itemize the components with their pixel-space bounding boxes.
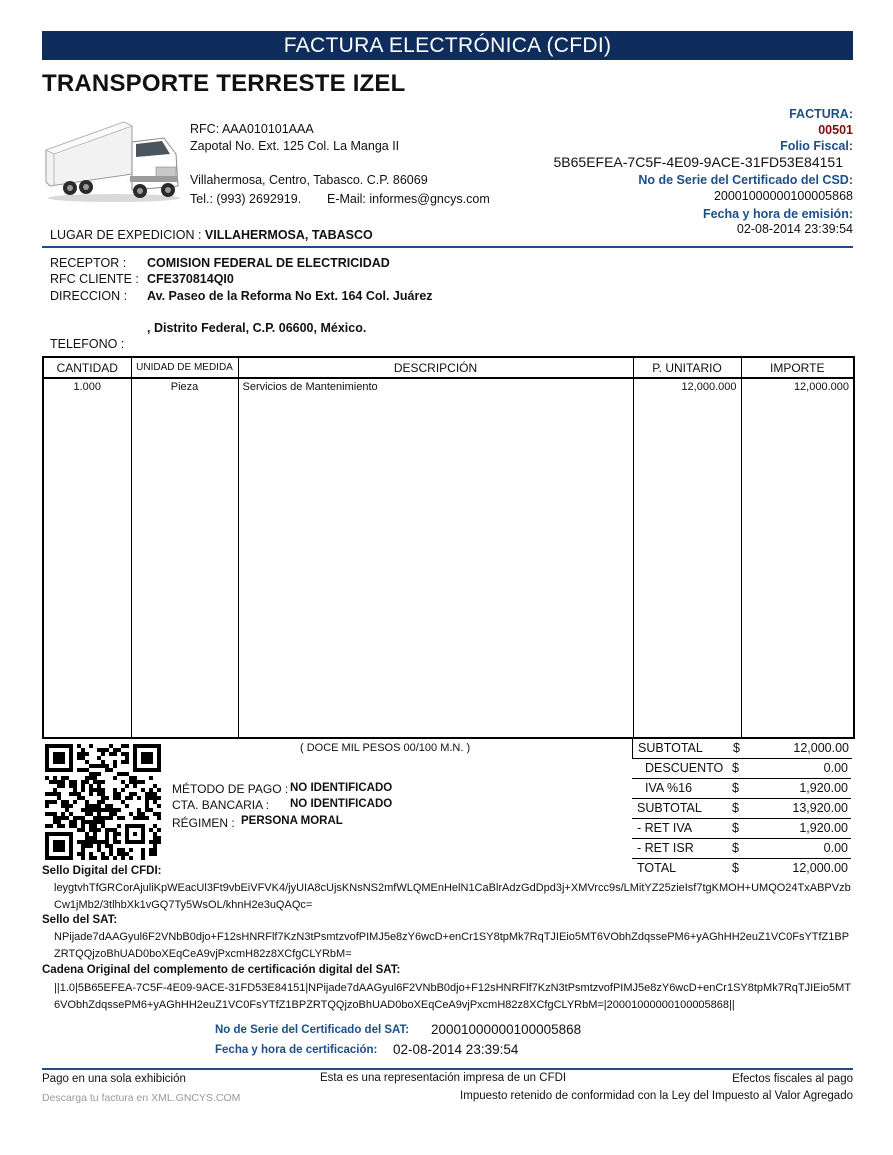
telefono-label: TELEFONO : xyxy=(50,337,125,351)
total-row xyxy=(632,859,851,878)
sello-sat-label: Sello del SAT: xyxy=(42,914,118,926)
currency-sign: $ xyxy=(732,781,739,795)
cell-unidad: Pieza xyxy=(131,378,238,738)
emision-label: Fecha y hora de emisión: xyxy=(702,207,853,221)
footer-right-1: Efectos fiscales al pago xyxy=(732,1073,853,1085)
company-name: TRANSPORTE TERRESTE IZEL xyxy=(42,70,406,97)
table-row xyxy=(43,378,854,738)
total-value: 1,920.00 xyxy=(799,821,848,835)
fecha-certificacion-label: Fecha y hora de certificación: xyxy=(215,1044,378,1056)
total-row xyxy=(632,739,852,759)
rfc-cliente-label: RFC CLIENTE : xyxy=(50,272,139,286)
lugar-value: VILLAHERMOSA, TABASCO xyxy=(204,228,373,242)
metodo-pago-label: MÉTODO DE PAGO : xyxy=(172,782,289,796)
metodo-pago-value: NO IDENTIFICADO xyxy=(290,782,393,794)
regimen-label: RÉGIMEN : xyxy=(172,816,235,830)
items-header-row xyxy=(43,357,854,378)
issuer-rfc: RFC: AAA010101AAA xyxy=(190,122,314,136)
cell-cantidad: 1.000 xyxy=(73,381,102,393)
direccion-label: DIRECCION : xyxy=(50,289,128,303)
factura-number: 00501 xyxy=(818,123,853,137)
serie-sat-label: No de Serie del Certificado del SAT: xyxy=(215,1024,410,1036)
qr-code xyxy=(44,744,162,860)
footer-right-2: Impuesto retenido de conformidad con la Ley del Impuesto al Valor Agregado xyxy=(460,1090,853,1102)
currency-sign: $ xyxy=(732,801,739,815)
column-header: CANTIDAD xyxy=(43,357,131,378)
truck-logo xyxy=(44,112,182,204)
folio-fiscal-value: 5B65EFEA-7C5F-4E09-9ACE-31FD53E84151 xyxy=(553,154,843,170)
csd-label: No de Serie del Certificado del CSD: xyxy=(638,173,853,187)
column-header: UNIDAD DE MEDIDA xyxy=(131,357,238,378)
sello-sat-value: NPijade7dAAGyul6F2VNbB0djo+F12sHNRFlf7KzN3tPsmtzvofPIMJ5e8zY6wcD+enCr1SY8tpMk7RqTJIEio5MT6VObhZdqssePM6+yAGhHH2euZ1VC0FsYTfZ1BPZRTQQjzoBhUAD0boXEqCeA9vjPxcmH82z8XCfgCLYRbM= xyxy=(54,931,850,960)
column-header: IMPORTE xyxy=(741,357,854,378)
sello-cfdi-value: leygtvhTfGRCorAjuliKpWEacUl3Ft9vbEiVFVK4/jyUIA8cUjsKNsNS2mfWLQMEnHelN1CaBlrAdzGdDpd3j+XMVrcc9s/LMitYZ25zieIsf7tgKMOH+UMQO24TxABPVzbCw1jMb2/3tlhbXk1vGQ7Ty5WsOL/khnH2e3uQAQc= xyxy=(54,882,851,911)
cell-descripcion: Servicios de Mantenimiento xyxy=(238,378,633,738)
total-label: TOTAL xyxy=(637,861,677,875)
receptor-value: COMISION FEDERAL DE ELECTRICIDAD xyxy=(147,256,390,270)
footer-left-2: Descarga tu factura en XML.GNCYS.COM xyxy=(42,1092,241,1104)
receptor-label: RECEPTOR : xyxy=(50,256,127,270)
cta-bancaria-value: NO IDENTIFICADO xyxy=(290,798,393,810)
regimen-value: PERSONA MORAL xyxy=(241,815,343,827)
total-label: - RET ISR xyxy=(637,841,694,855)
serie-sat-value: 20001000000100005868 xyxy=(431,1022,582,1037)
total-value: 0.00 xyxy=(823,761,848,775)
total-row xyxy=(632,839,851,859)
cell-importe: 12,000.000 xyxy=(741,378,854,738)
currency-sign: $ xyxy=(732,841,739,855)
total-value: 12,000.00 xyxy=(793,741,849,755)
total-value: 12,000.00 xyxy=(792,861,848,875)
rfc-cliente-value: CFE370814QI0 xyxy=(147,272,234,286)
footer-left-1: Pago en una sola exhibición xyxy=(42,1073,186,1085)
total-label: DESCUENTO xyxy=(645,761,724,775)
cadena-original-label: Cadena Original del complemento de certificación digital del SAT: xyxy=(42,964,401,976)
currency-sign: $ xyxy=(733,741,740,755)
cell-p-unitario: 12,000.000 xyxy=(633,378,741,738)
direccion-value-2: , Distrito Federal, C.P. 06600, México. xyxy=(147,321,367,335)
csd-value: 20001000000100005868 xyxy=(713,189,853,203)
total-value: 1,920.00 xyxy=(799,781,848,795)
column-header: DESCRIPCIÓN xyxy=(238,357,633,378)
currency-sign: $ xyxy=(732,761,739,775)
total-label: SUBTOTAL xyxy=(638,741,703,755)
total-label: SUBTOTAL xyxy=(637,801,702,815)
total-label: IVA %16 xyxy=(645,781,693,795)
direccion-value: Av. Paseo de la Reforma No Ext. 164 Col. Juárez xyxy=(147,289,433,303)
amount-in-words: ( DOCE MIL PESOS 00/100 M.N. ) xyxy=(300,742,471,754)
factura-label: FACTURA: xyxy=(789,107,853,121)
items-table xyxy=(42,356,855,739)
total-row xyxy=(632,779,851,799)
total-row xyxy=(632,819,851,839)
footer-center: Esta es una representación impresa de un CFDI xyxy=(320,1072,567,1084)
folio-fiscal-label: Folio Fiscal: xyxy=(780,139,853,153)
total-label: - RET IVA xyxy=(637,821,693,835)
document-banner: FACTURA ELECTRÓNICA (CFDI) xyxy=(42,31,853,60)
cadena-original-value: ||1.0|5B65EFEA-7C5F-4E09-9ACE-31FD53E84151|NPijade7dAAGyul6F2VNbB0djo+F12sHNRFlf7KzN3tPsmtzvofPIMJ5e8zY6wcD+enCr1SY8tpMk7RqTJIEio5MT6VObhZdqssePM6+yAGhHH2euZ1VC0FsYTfZ1BPZRTQQjzoBhUAD0boXEqCeA9vjPxcmH82z8XCfgCLYRbM=|20001000000100005868|| xyxy=(54,982,852,1011)
issuer-address-1: Zapotal No. Ext. 125 Col. La Manga II xyxy=(190,139,400,153)
sello-cfdi-label: Sello Digital del CFDI: xyxy=(42,865,162,877)
fecha-certificacion-value: 02-08-2014 23:39:54 xyxy=(393,1042,519,1057)
currency-sign: $ xyxy=(732,821,739,835)
issuer-email: E-Mail: informes@gncys.com xyxy=(327,192,490,206)
currency-sign: $ xyxy=(732,861,739,875)
emision-value: 02-08-2014 23:39:54 xyxy=(736,222,853,236)
total-value: 0.00 xyxy=(823,841,848,855)
lugar-expedicion xyxy=(50,228,373,242)
cta-bancaria-label: CTA. BANCARIA : xyxy=(172,798,270,812)
column-header: P. UNITARIO xyxy=(633,357,741,378)
issuer-address-2: Villahermosa, Centro, Tabasco. C.P. 86069 xyxy=(190,173,428,187)
footer-divider xyxy=(42,1068,853,1070)
issuer-phone: Tel.: (993) 2692919. xyxy=(190,192,302,206)
lugar-label: LUGAR DE EXPEDICION : xyxy=(50,228,202,242)
divider xyxy=(42,246,853,248)
total-row xyxy=(632,799,851,819)
total-value: 13,920.00 xyxy=(792,801,848,815)
total-row xyxy=(632,759,851,779)
